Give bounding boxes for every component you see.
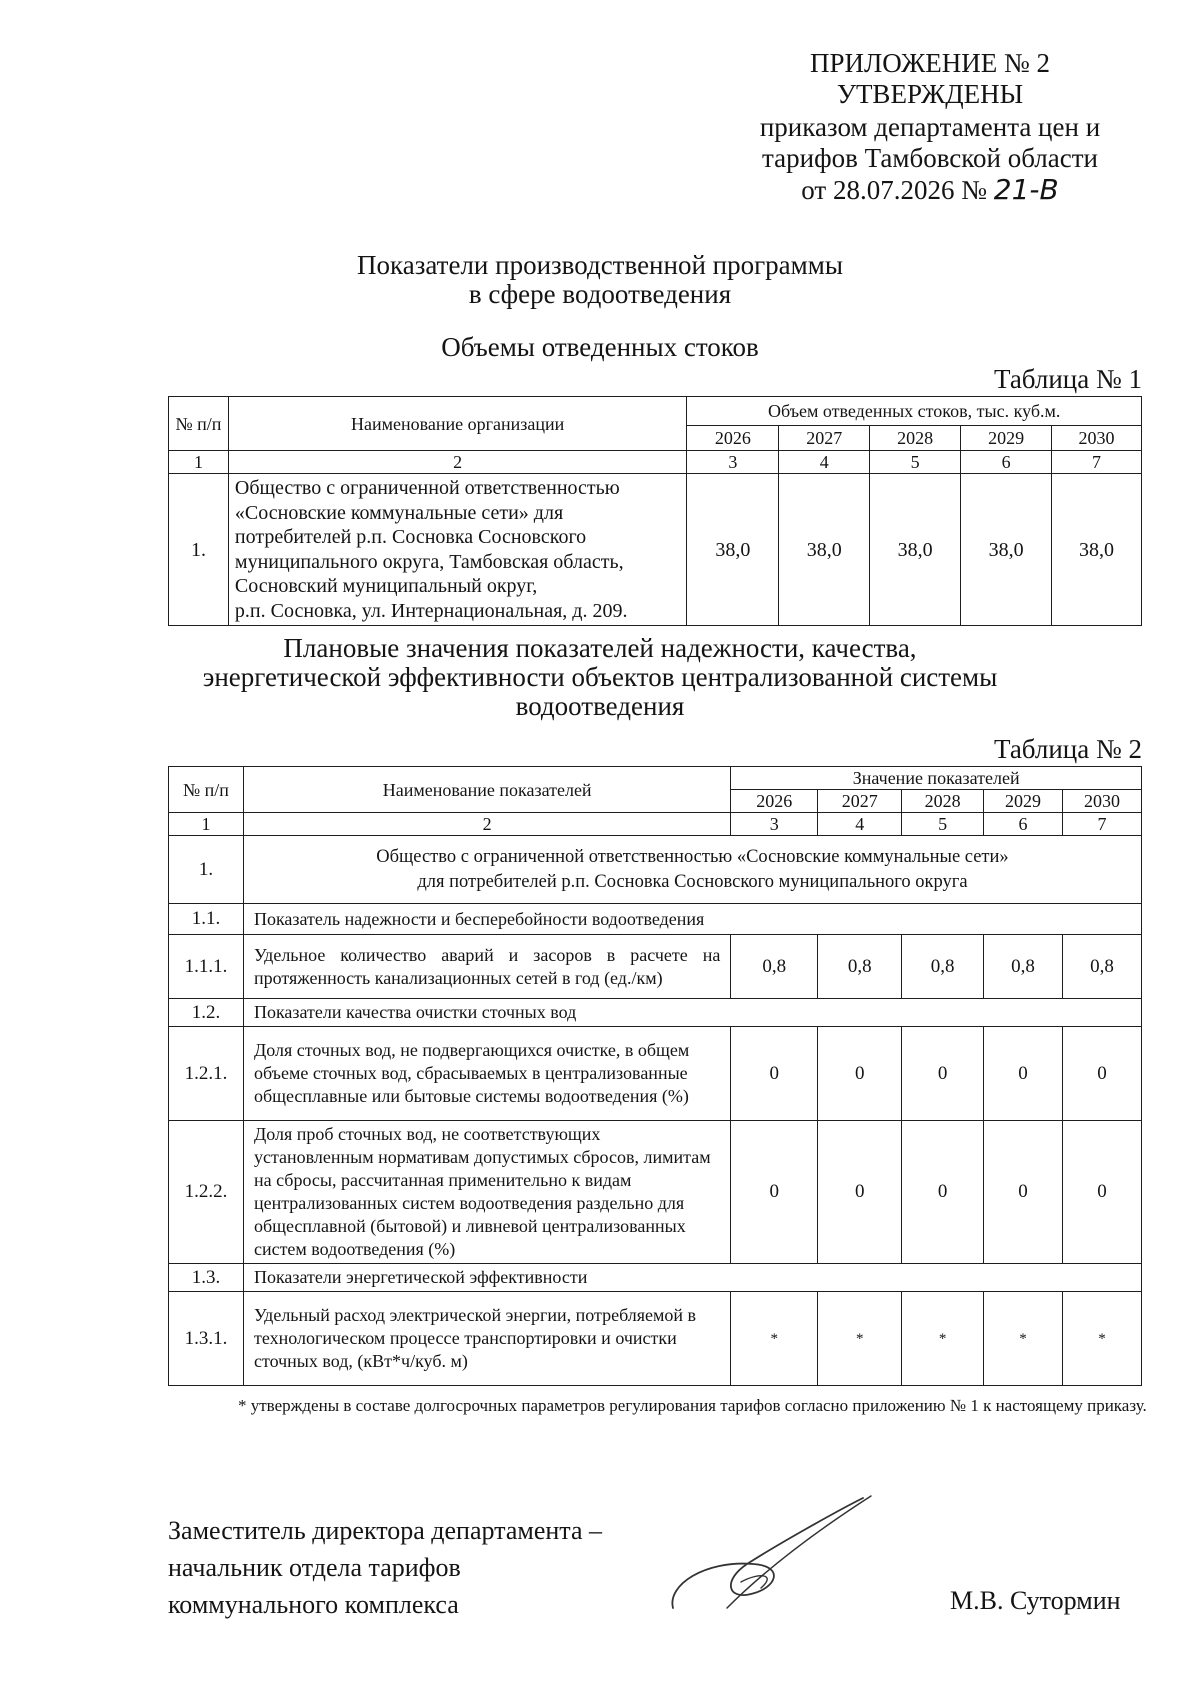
- table2-label: Таблица № 2: [994, 734, 1142, 764]
- table-row: [169, 1121, 1142, 1264]
- year-header: 2027: [818, 790, 902, 813]
- indicator-value: 0,8: [818, 935, 902, 999]
- indicators-heading-line2: энергетической эффективности объектов централизованной системы: [202, 662, 998, 692]
- handwritten-signature: [665, 1490, 895, 1625]
- table-row: [169, 474, 1142, 626]
- year-header: 2028: [870, 426, 961, 451]
- indicator-value: *: [1063, 1292, 1142, 1386]
- indicator-name: Удельное количество аварий и засоров в расчете на протяженность канализационных сетей в год (ед./км): [243, 935, 730, 999]
- col-number: 3: [731, 813, 818, 836]
- table-row: [169, 904, 1142, 935]
- table-row: [169, 999, 1142, 1027]
- organization-row: [243, 836, 1141, 904]
- year-header: 2028: [902, 790, 984, 813]
- year-header: 2030: [1052, 426, 1142, 451]
- indicator-value: 0: [1063, 1027, 1142, 1121]
- col-number: 1: [169, 451, 229, 474]
- organization-line: Общество с ограниченной ответственностью «Сосновские коммунальные сети»: [376, 846, 1009, 867]
- indicator-value: 0: [902, 1027, 984, 1121]
- col-number: 2: [243, 813, 730, 836]
- row-number: 1.3.: [169, 1264, 244, 1292]
- col-header-no: № п/п: [169, 397, 229, 451]
- volumes-table: [168, 396, 1142, 626]
- indicator-value: 0: [984, 1121, 1063, 1264]
- volume-value: 38,0: [779, 474, 870, 626]
- col-number: 1: [169, 813, 244, 836]
- signer-line2: начальник отдела тарифов: [168, 1553, 461, 1582]
- col-header-no: № п/п: [169, 767, 244, 813]
- indicator-value: 0,8: [1063, 935, 1142, 999]
- indicators-heading: [0, 634, 1200, 721]
- signer-name: М.В. Сутормин: [950, 1586, 1121, 1615]
- section-title: Показатель надежности и бесперебойности водоотведения: [243, 904, 1141, 935]
- table-row: [169, 1264, 1142, 1292]
- table-row: [169, 1027, 1142, 1121]
- signer-line3: коммунального комплекса: [168, 1590, 459, 1619]
- organization-line: Общество с ограниченной ответственностью: [234, 477, 620, 499]
- indicator-value: 0: [818, 1121, 902, 1264]
- indicator-value: 0,8: [984, 935, 1063, 999]
- col-number: 2: [228, 451, 686, 474]
- indicator-value: 0: [902, 1121, 984, 1264]
- col-header-group: Объем отведенных стоков, тыс. куб.м.: [687, 397, 1142, 426]
- signer-line1: Заместитель директора департамента –: [168, 1516, 603, 1545]
- col-number: 5: [870, 451, 961, 474]
- indicators-heading-line1: Плановые значения показателей надежности, качества,: [283, 633, 917, 663]
- row-number: 1.1.1.: [169, 935, 244, 999]
- footnote: * утверждены в составе долгосрочных параметров регулирования тарифов согласно приложению № 1 к настоящему приказу.: [238, 1396, 1147, 1415]
- volume-value: 38,0: [1052, 474, 1142, 626]
- order-date: [690, 174, 1170, 206]
- indicator-value: 0: [984, 1027, 1063, 1121]
- row-number: 1.1.: [169, 904, 244, 935]
- appendix-title: ПРИЛОЖЕНИЕ № 2: [809, 48, 1051, 78]
- indicators-table: [168, 766, 1142, 1386]
- indicator-name: Удельный расход электрической энергии, потребляемой в технологическом процессе транспортировки и очистки сточных вод, (кВт*ч/куб. м): [243, 1292, 730, 1386]
- indicator-value: 0: [731, 1027, 818, 1121]
- organization-line: потребителей р.п. Сосновка Сосновского: [234, 526, 587, 548]
- year-header: 2026: [687, 426, 779, 451]
- col-number: 5: [902, 813, 984, 836]
- approval-mark: УТВЕРЖДЕНЫ: [836, 79, 1024, 109]
- col-header-name: Наименование показателей: [243, 767, 730, 813]
- volume-value: 38,0: [687, 474, 779, 626]
- order-date-text: от 28.07.2026 №: [801, 175, 987, 205]
- row-number: 1.3.1.: [169, 1292, 244, 1386]
- table-row: [169, 935, 1142, 999]
- col-number: 6: [984, 813, 1063, 836]
- organization-line: для потребителей р.п. Сосновка Сосновского муниципального округа: [417, 871, 968, 892]
- organization-line: р.п. Сосновка, ул. Интернациональная, д. 209.: [234, 599, 628, 622]
- col-number: 4: [779, 451, 870, 474]
- appendix-block: [690, 48, 1170, 206]
- col-number: 7: [1052, 451, 1142, 474]
- indicator-value: 0,8: [902, 935, 984, 999]
- table-row: [169, 1292, 1142, 1386]
- order-line-1: приказом департамента цен и: [759, 112, 1101, 142]
- program-heading: [0, 251, 1200, 309]
- table-row: [169, 836, 1142, 904]
- indicators-heading-line3: водоотведения: [515, 691, 685, 721]
- indicator-value: *: [818, 1292, 902, 1386]
- row-number: 1.: [169, 836, 244, 904]
- col-number: 4: [818, 813, 902, 836]
- year-header: 2029: [984, 790, 1063, 813]
- indicator-value: *: [984, 1292, 1063, 1386]
- indicator-value: 0: [1063, 1121, 1142, 1264]
- order-number-handwritten: 21-В: [993, 173, 1059, 206]
- col-number: 7: [1063, 813, 1142, 836]
- program-heading-line2: в сфере водоотведения: [468, 279, 732, 309]
- volumes-heading: Объемы отведенных стоков: [441, 332, 759, 362]
- volume-value: 38,0: [870, 474, 961, 626]
- indicator-value: *: [731, 1292, 818, 1386]
- indicator-name: Доля проб сточных вод, не соответствующих установленным нормативам допустимых сбросов, лимитам на сбросы, рассчитанная применительно к видам централизованных систем водоотведения раздельно для общесплавной (бытовой) и ливневой централизованных систем водоотведения (%): [243, 1121, 730, 1264]
- indicator-value: 0: [818, 1027, 902, 1121]
- organization-line: «Сосновские коммунальные сети» для: [234, 501, 564, 524]
- indicator-value: 0,8: [731, 935, 818, 999]
- row-number: 1.2.2.: [169, 1121, 244, 1264]
- year-header: 2027: [779, 426, 870, 451]
- organization-name: [228, 474, 686, 626]
- col-number: 3: [687, 451, 779, 474]
- section-title: Показатели энергетической эффективности: [243, 1264, 1141, 1292]
- indicator-name: Доля сточных вод, не подвергающихся очистке, в общем объеме сточных вод, сбрасываемых в централизованные общесплавные или бытовые системы водоотведения (%): [243, 1027, 730, 1121]
- program-heading-line1: Показатели производственной программы: [357, 250, 843, 280]
- year-header: 2029: [961, 426, 1052, 451]
- row-number: 1.2.1.: [169, 1027, 244, 1121]
- year-header: 2030: [1063, 790, 1142, 813]
- col-number: 6: [961, 451, 1052, 474]
- order-line-2: тарифов Тамбовской области: [762, 143, 1098, 173]
- row-number: 1.2.: [169, 999, 244, 1027]
- volume-value: 38,0: [961, 474, 1052, 626]
- indicator-value: 0: [731, 1121, 818, 1264]
- organization-line: Сосновский муниципальный округ,: [234, 575, 538, 597]
- col-header-group: Значение показателей: [731, 767, 1142, 790]
- col-header-name: Наименование организации: [228, 397, 686, 451]
- year-header: 2026: [731, 790, 818, 813]
- indicator-value: *: [902, 1292, 984, 1386]
- organization-line: муниципального округа, Тамбовская область,: [234, 550, 624, 573]
- table1-label: Таблица № 1: [994, 364, 1142, 394]
- row-number: 1.: [169, 474, 229, 626]
- section-title: Показатели качества очистки сточных вод: [243, 999, 1141, 1027]
- signer-position: [168, 1512, 602, 1623]
